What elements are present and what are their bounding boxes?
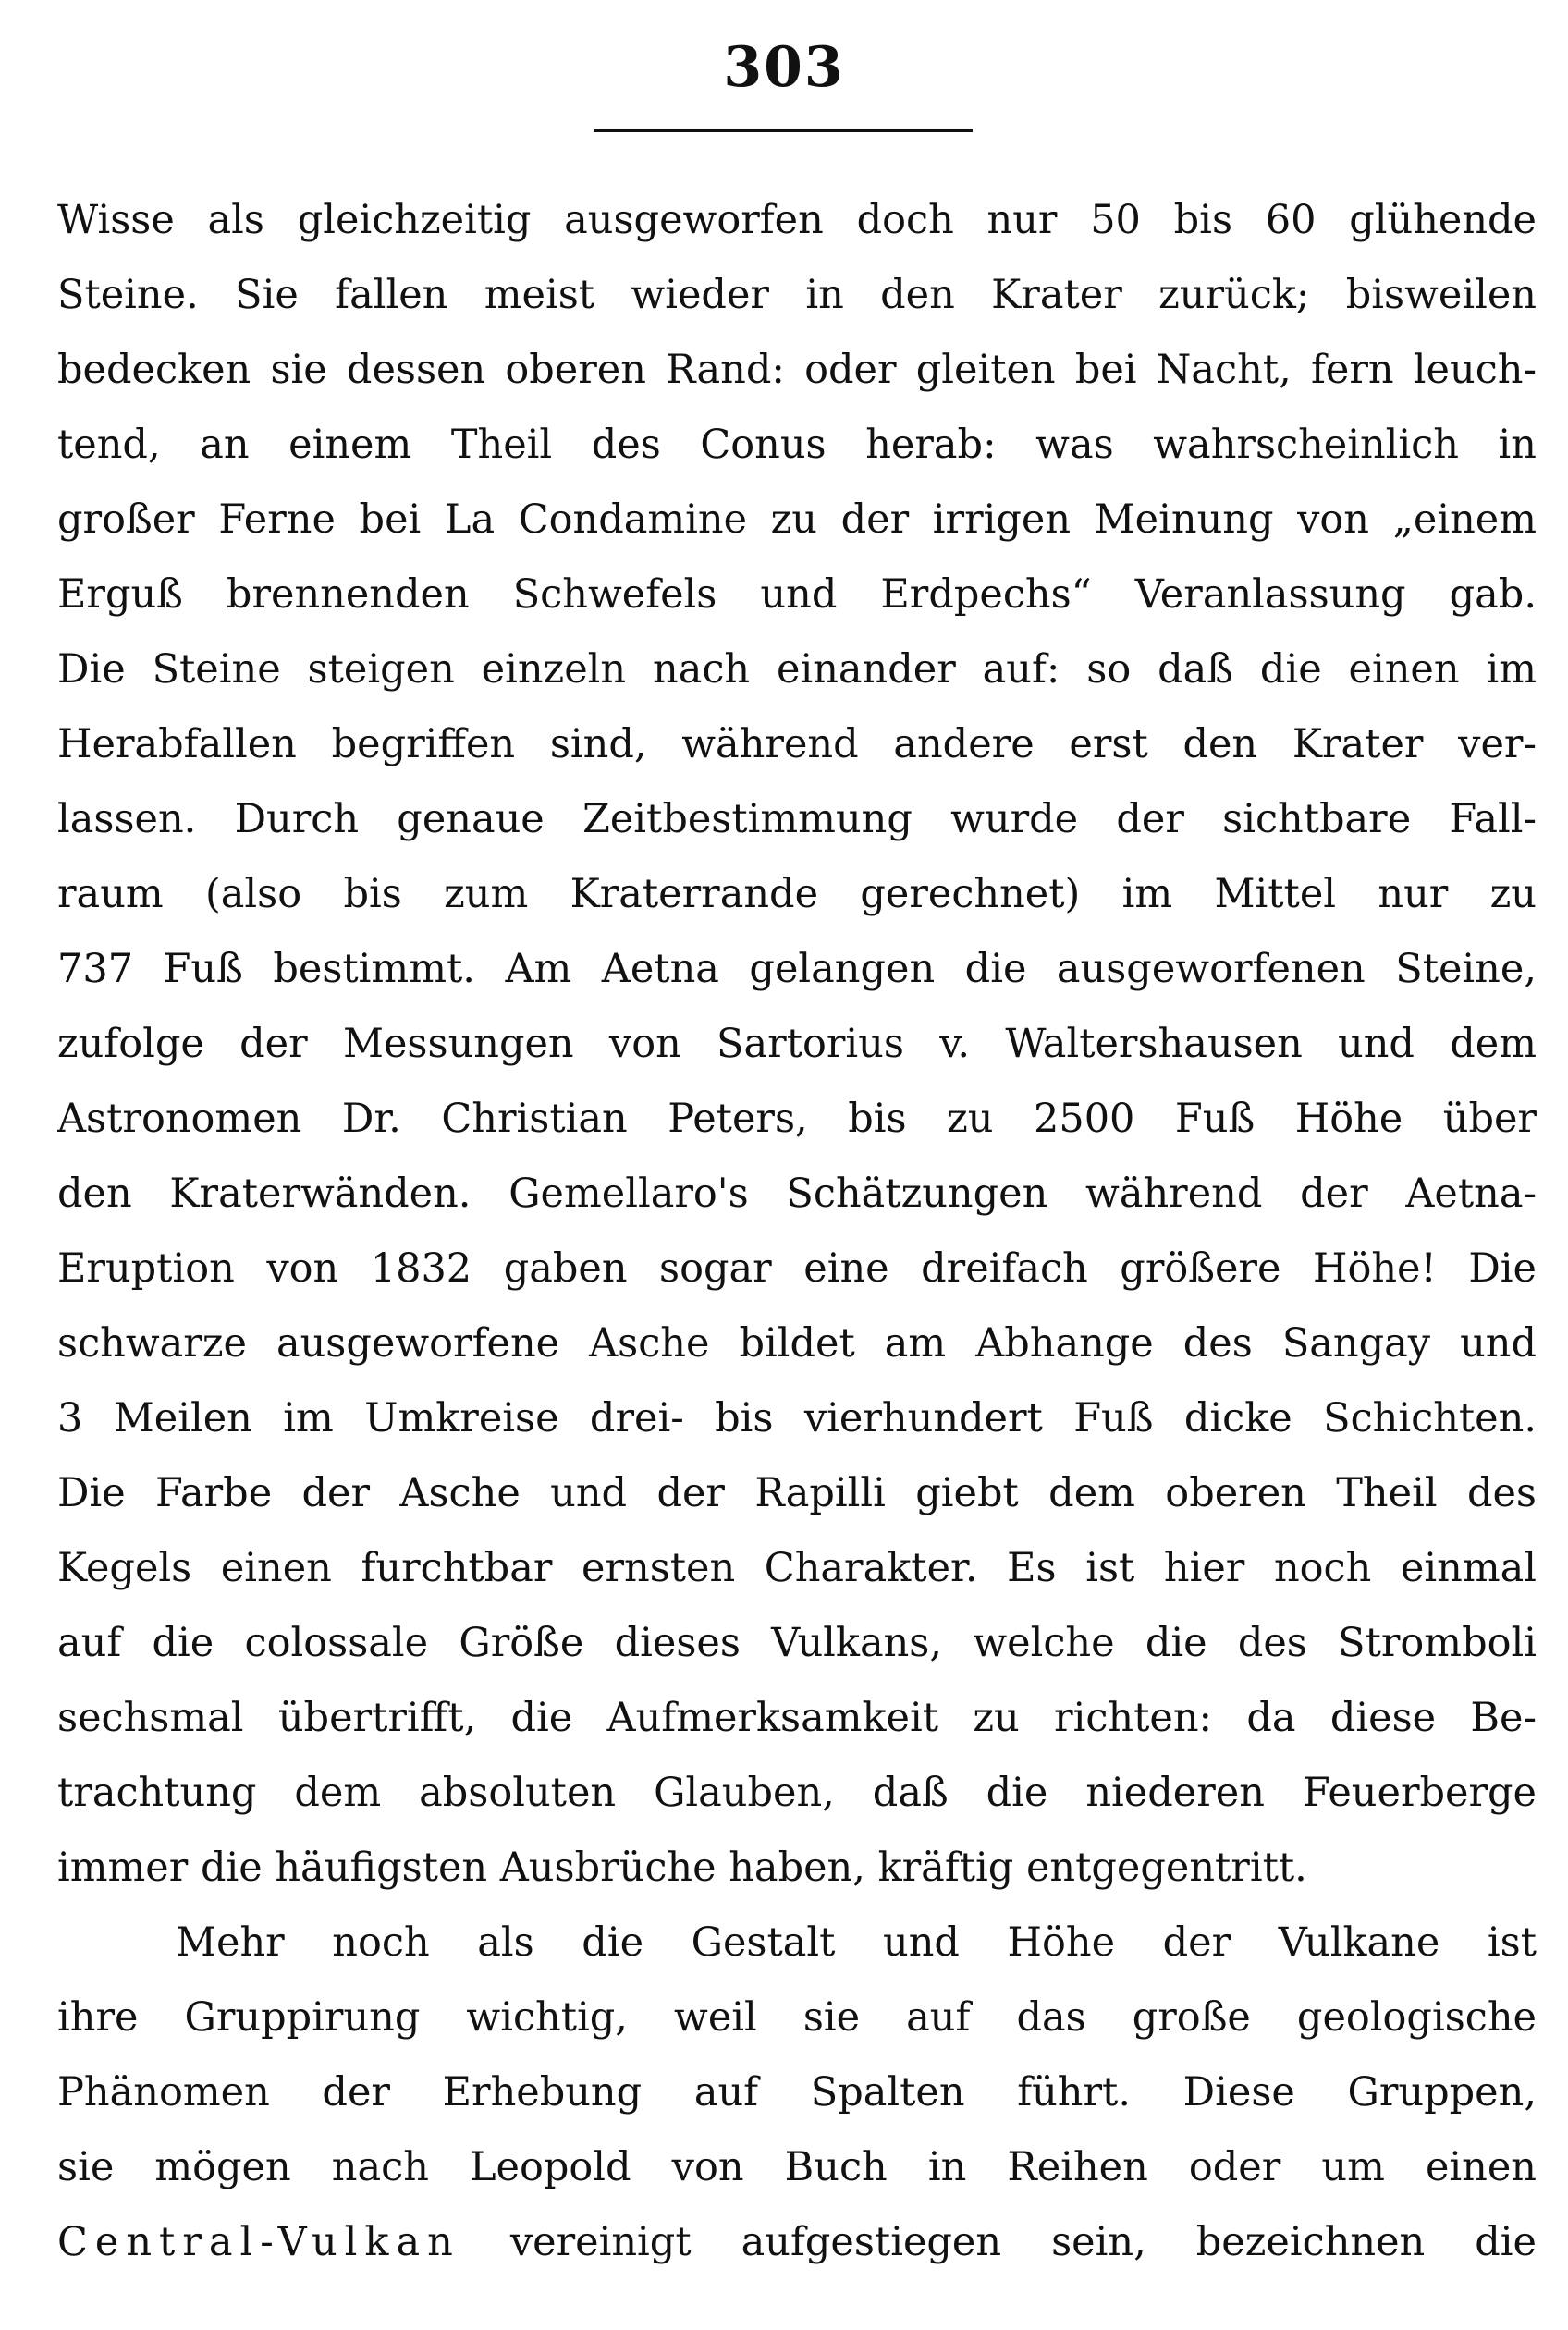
text-line: auf die colossale Größe dieses Vulkans, welche die des Stromboli: [57, 1620, 1537, 1666]
text-line: Wisse als gleichzeitig ausgeworfen doch nur 50 bis 60 glühende: [57, 197, 1537, 243]
text-line: bedecken sie dessen oberen Rand: oder gleiten bei Nacht, fern leuch-: [57, 347, 1537, 393]
text-line: Die Steine steigen einzeln nach einander auf: so daß die einen im: [57, 646, 1537, 693]
text-line: Kegels einen furchtbar ernsten Charakter. Es ist hier noch einmal: [57, 1545, 1537, 1591]
text-line: Herabfallen begriffen sind, während andere erst den Krater ver-: [57, 721, 1537, 767]
body-text: [57, 183, 1537, 2280]
text-line: Steine. Sie fallen meist wieder in den Krater zurück; bisweilen: [57, 272, 1537, 318]
line-continuation: vereinigt aufgestiegen sein, bezeichnen die: [459, 2219, 1537, 2265]
text-line: 737 Fuß bestimmt. Am Aetna gelangen die ausgeworfenen Steine,: [57, 946, 1537, 992]
text-line: 3 Meilen im Umkreise drei- bis vierhundert Fuß dicke Schichten.: [57, 1395, 1537, 1441]
text-line: Erguß brennenden Schwefels und Erdpechs“ Veranlassung gab.: [57, 571, 1537, 618]
text-line: tend, an einem Theil des Conus herab: was wahrscheinlich in: [57, 422, 1537, 468]
text-line: immer die häufigsten Ausbrüche haben, kräftig entgegentritt.: [57, 1845, 1307, 1891]
text-line: den Kraterwänden. Gemellaro's Schätzungen während der Aetna-: [57, 1171, 1537, 1217]
text-line: sie mögen nach Leopold von Buch in Reihen oder um einen: [57, 2144, 1537, 2190]
text-line: lassen. Durch genaue Zeitbestimmung wurde der sichtbare Fall-: [57, 796, 1537, 842]
page-number: 303: [723, 35, 845, 100]
text-line: Phänomen der Erhebung auf Spalten führt. Diese Gruppen,: [57, 2069, 1537, 2115]
text-line: Die Farbe der Asche und der Rapilli giebt dem oberen Theil des: [57, 1470, 1537, 1516]
header-rule: [594, 129, 973, 132]
text-line: sechsmal übertrifft, die Aufmerksamkeit zu richten: da diese Be-: [57, 1695, 1537, 1741]
text-line: ihre Gruppirung wichtig, weil sie auf das große geologische: [57, 1994, 1537, 2041]
paragraph-start-line: Mehr noch als die Gestalt und Höhe der Vulkane ist: [176, 1919, 1537, 1966]
text-line: Eruption von 1832 gaben sogar eine dreifach größere Höhe! Die: [57, 1245, 1537, 1292]
text-line: zufolge der Messungen von Sartorius v. Waltershausen und dem: [57, 1021, 1537, 1067]
text-line: Astronomen Dr. Christian Peters, bis zu 2500 Fuß Höhe über: [57, 1096, 1537, 1142]
text-line: schwarze ausgeworfene Asche bildet am Abhange des Sangay und: [57, 1320, 1537, 1367]
text-line: trachtung dem absoluten Glauben, daß die niederen Feuerberge: [57, 1770, 1537, 1816]
text-line: raum (also bis zum Kraterrande gerechnet) im Mittel nur zu: [57, 871, 1537, 917]
spaced-term: Central-Vulkan: [57, 2219, 460, 2265]
text-line: großer Ferne bei La Condamine zu der irrigen Meinung von „einem: [57, 497, 1537, 543]
text-line: [57, 2205, 1537, 2280]
